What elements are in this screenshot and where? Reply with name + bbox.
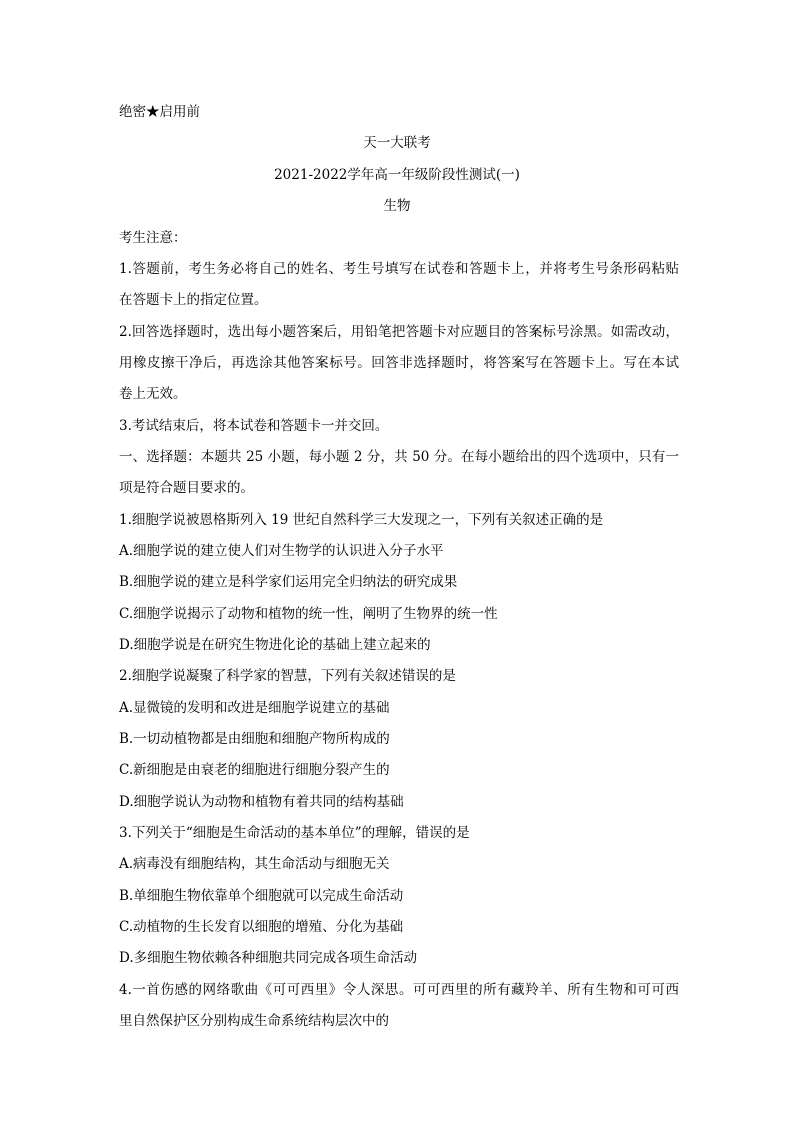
question-2-option-d: D.细胞学说认为动物和植物有着共同的结构基础 <box>119 794 404 810</box>
question-2-option-a: A.显微镜的发明和改进是细胞学说建立的基础 <box>119 700 390 716</box>
question-4-stem-line-1: 4.一首伤感的网络歌曲《可可西里》令人深思。可可西里的所有藏羚羊、所有生物和可可西 <box>119 982 679 998</box>
question-2-option-c: C.新细胞是由衰老的细胞进行细胞分裂产生的 <box>119 762 390 778</box>
question-1-option-a: A.细胞学说的建立使人们对生物学的认识进入分子水平 <box>119 543 444 559</box>
notice-item-1-line-2: 在答题卡上的指定位置。 <box>119 292 268 308</box>
question-3-option-b: B.单细胞生物依靠单个细胞就可以完成生命活动 <box>119 888 404 904</box>
notice-title: 考生注意： <box>119 230 187 246</box>
section-heading-line-2: 项是符合题目要求的。 <box>119 480 254 496</box>
question-3-stem: 3.下列关于“细胞是生命活动的基本单位”的理解，错误的是 <box>119 825 470 841</box>
confidential-label: 绝密★启用前 <box>119 104 200 120</box>
section-heading-line-1: 一、选择题：本题共 25 小题，每小题 2 分，共 50 分。在每小题给出的四个选项中，只有一 <box>119 449 679 465</box>
notice-item-2-line-3: 卷上无效。 <box>119 386 187 402</box>
question-1-option-b: B.细胞学说的建立是科学家们运用完全归纳法的研究成果 <box>119 574 458 590</box>
notice-item-2-line-1: 2.回答选择题时，选出每小题答案后，用铅笔把答题卡对应题目的答案标号涂黑。如需改动， <box>119 324 679 340</box>
question-1-option-c: C.细胞学说揭示了动物和植物的统一性，阐明了生物界的统一性 <box>119 606 498 622</box>
question-2-option-b: B.一切动植物都是由细胞和细胞产物所构成的 <box>119 731 390 747</box>
exam-org-title: 天一大联考 <box>363 135 431 151</box>
question-4-stem-line-2: 里自然保护区分别构成生命系统结构层次中的 <box>119 1013 389 1029</box>
subject-title: 生物 <box>383 198 411 214</box>
notice-item-2-line-2: 用橡皮擦干净后，再选涂其他答案标号。回答非选择题时，将答案写在答题卡上。写在本试 <box>119 355 679 371</box>
question-1-stem: 1.细胞学说被恩格斯列入 19 世纪自然科学三大发现之一，下列有关叙述正确的是 <box>119 512 604 528</box>
notice-item-1-line-1: 1.答题前，考生务必将自己的姓名、考生号填写在试卷和答题卡上，并将考生号条形码粘贴 <box>119 261 679 277</box>
question-3-option-c: C.动植物的生长发育以细胞的增殖、分化为基础 <box>119 919 404 935</box>
notice-item-3-line-1: 3.考试结束后，将本试卷和答题卡一并交回。 <box>119 418 389 434</box>
question-2-stem: 2.细胞学说凝聚了科学家的智慧，下列有关叙述错误的是 <box>119 668 456 684</box>
question-3-option-a: A.病毒没有细胞结构，其生命活动与细胞无关 <box>119 856 390 872</box>
exam-title: 2021-2022学年高一年级阶段性测试(一) <box>274 167 520 183</box>
question-1-option-d: D.细胞学说是在研究生物进化论的基础上建立起来的 <box>119 637 431 653</box>
question-3-option-d: D.多细胞生物依赖各种细胞共同完成各项生命活动 <box>119 950 418 966</box>
